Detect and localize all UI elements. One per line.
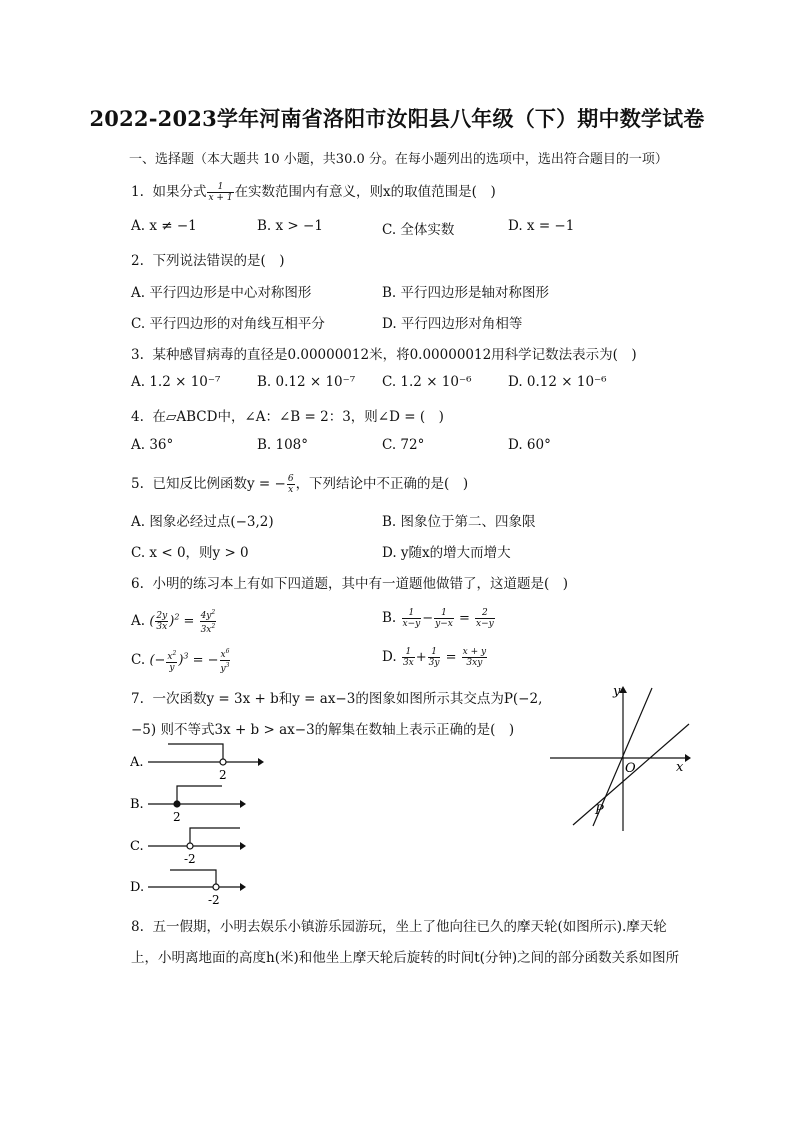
y-axis-label: y [613, 684, 621, 699]
question-number: 8. [131, 919, 144, 935]
label-c: -2 [184, 852, 196, 866]
label-d: -2 [208, 893, 220, 905]
open-point-d [213, 884, 219, 890]
question-text: 一次函数y = 3x + b和y = ax−3的图象如图所示其交点为P(−2, [152, 691, 543, 707]
option-b: B. 图象位于第二、四象限 [382, 514, 536, 530]
option-b-letter: B. [130, 797, 144, 812]
option-c: C. (− $\frac{x^2}{y}$ )$^3$ = − $\frac{x^6}{y^3}$ [131, 648, 230, 674]
question-text: 如果分式 [152, 184, 207, 200]
option-a: A. 平行四边形是中心对称图形 [131, 285, 312, 301]
x-axis-label: x [676, 760, 684, 775]
question-text: 在实数范围内有意义，则x的取值范围是( ) [234, 184, 496, 200]
option-a: A. x ≠ −1 [131, 218, 197, 234]
option-a: A. ( $\frac{2y}{3x}$ )$^2$ = $\frac{4y^2}{3x^2}$ [131, 609, 216, 635]
question-6 [131, 572, 568, 592]
question-text: ，下列结论中不正确的是( ) [295, 476, 469, 492]
question-number: 2. [131, 253, 144, 269]
label-b: 2 [173, 810, 181, 824]
label-a: 2 [219, 768, 227, 782]
question-text: 小明的练习本上有如下四道题，其中有一道题他做错了，这道题是( ) [152, 576, 569, 592]
arrow-icon [685, 754, 691, 762]
option-letter: D. [382, 649, 397, 665]
option-a: A. 图象必经过点(−3,2) [131, 514, 274, 530]
ray-c [190, 828, 240, 846]
arrow-icon [240, 800, 246, 808]
number-line-options [130, 740, 270, 905]
fraction: $\frac{1}{x + 1}$ [208, 182, 233, 203]
option-c: C. 72° [382, 437, 425, 453]
option-d: D. 平行四边形对角相等 [382, 316, 523, 332]
question-8-line2: 上，小明离地面的高度h(米)和他坐上摩天轮后旋转的时间t(分钟)之间的部分函数关系如图所 [131, 950, 680, 966]
open-point-a [220, 759, 226, 765]
option-letter: B. [382, 610, 397, 626]
question-number: 3. [131, 347, 144, 363]
ray-d [170, 870, 216, 887]
page-title: 2022-2023学年河南省洛阳市汝阳县八年级（下）期中数学试卷 [89, 106, 705, 131]
option-letter: A. [131, 613, 146, 629]
question-7-line2: −5) 则不等式3x + b > ax−3的解集在数轴上表示正确的是( ) [131, 722, 515, 738]
question-3 [131, 343, 637, 363]
line-ax-minus-3 [573, 724, 689, 825]
fraction: $\frac{6}{x}$ [287, 474, 294, 495]
option-a-letter: A. [130, 755, 144, 770]
option-a: A. 1.2 × 10⁻⁷ [131, 374, 221, 390]
option-d: D. 60° [508, 437, 551, 453]
open-point-c [187, 843, 193, 849]
option-c-letter: C. [130, 839, 144, 854]
question-number: 7. [131, 691, 144, 707]
question-8 [131, 915, 667, 935]
option-d-letter: D. [130, 880, 145, 895]
closed-point-b [174, 801, 180, 807]
question-7 [131, 687, 542, 707]
question-number: 1. [131, 184, 144, 200]
point-p-label: P [595, 803, 604, 818]
option-b: B. x > −1 [257, 218, 323, 234]
option-b: B. 平行四边形是轴对称图形 [382, 285, 550, 301]
question-2 [131, 249, 285, 269]
option-c: C. 平行四边形的对角线互相平分 [131, 316, 325, 332]
question-number: 5. [131, 476, 144, 492]
arrow-icon [240, 842, 246, 850]
option-b: B. $\frac{1}{x-y}$ − $\frac{1}{y-x}$ = $\frac{2}{x-y}$ [382, 608, 494, 629]
ray-b [177, 786, 222, 804]
option-a: A. 36° [131, 437, 174, 453]
option-b: B. 0.12 × 10⁻⁷ [257, 374, 356, 390]
option-c: C. x < 0，则y > 0 [131, 545, 249, 561]
option-b: B. 108° [257, 437, 309, 453]
question-4 [131, 405, 444, 425]
arrow-icon [258, 758, 264, 766]
option-d: D. $\frac{1}{3x}$ + $\frac{1}{3y}$ = $\frac{x + y}{3xy}$ [382, 647, 487, 668]
section-heading: 一、选择题（本大题共 10 小题，共30.0 分。在每小题列出的选项中，选出符合题目的一项） [129, 152, 668, 167]
option-d: D. y随x的增大而增大 [382, 545, 511, 561]
question-number: 6. [131, 576, 144, 592]
arrow-icon [240, 883, 246, 891]
ray-a [168, 744, 223, 762]
question-text: 五一假期，小明去娱乐小镇游乐园游玩，坐上了他向往已久的摩天轮(如图所示).摩天轮 [152, 919, 667, 935]
option-c: C. 1.2 × 10⁻⁶ [382, 374, 472, 390]
option-c: C. 全体实数 [382, 222, 455, 238]
option-d: D. x = −1 [508, 218, 575, 234]
option-letter: C. [131, 652, 146, 668]
question-1 [131, 180, 496, 203]
question-text: 下列说法错误的是( ) [152, 253, 285, 269]
question-number: 4. [131, 409, 144, 425]
question-text: 已知反比例函数y = − [152, 476, 286, 492]
origin-label: O [625, 761, 636, 776]
question-5 [131, 472, 468, 495]
option-d: D. 0.12 × 10⁻⁶ [508, 374, 607, 390]
function-graph [545, 683, 695, 835]
question-text: 某种感冒病毒的直径是0.00000012米，将0.00000012用科学记数法表示为( ) [152, 347, 637, 363]
question-text: 在▱ABCD中，∠A：∠B = 2：3，则∠D = ( ) [152, 409, 444, 425]
